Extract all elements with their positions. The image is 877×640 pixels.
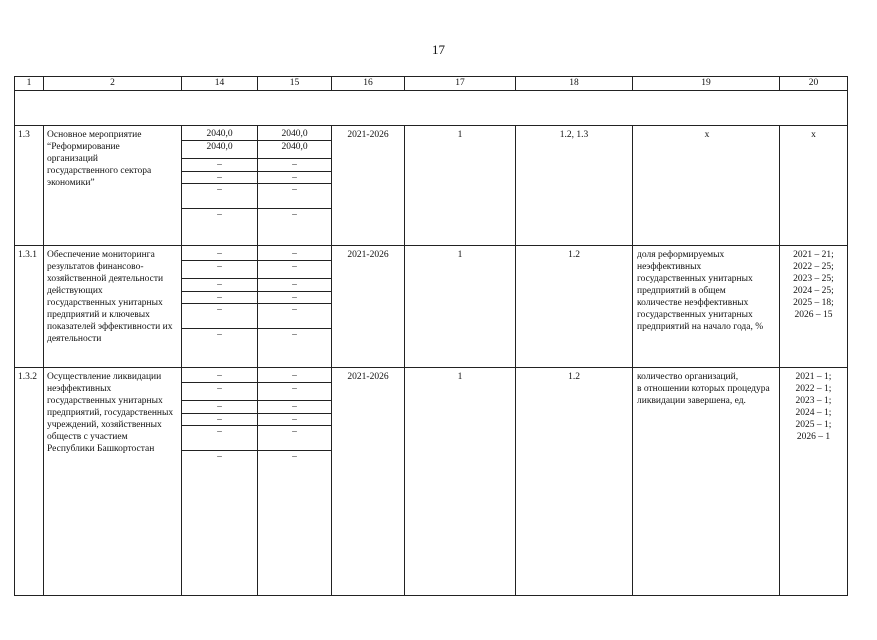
activity-name-line: неэффективных	[47, 384, 112, 394]
activity-name-line: экономики”	[47, 178, 95, 188]
activity-name-line: показателей эффективности их	[47, 322, 173, 332]
financing-rule	[258, 400, 331, 401]
activity-name	[44, 246, 182, 368]
period: 2021-2026	[332, 246, 405, 368]
task-number: 1.2	[516, 368, 633, 596]
header-col-1: 1	[15, 77, 44, 91]
financing-rule	[258, 140, 331, 141]
activity-name-line: Обеспечение мониторинга	[47, 250, 155, 260]
blank-cell	[15, 91, 848, 126]
activity-name	[44, 126, 182, 246]
header-col-2: 2	[44, 77, 182, 91]
financing-value: –	[292, 415, 297, 425]
financing-rule	[258, 278, 331, 279]
period: 2021-2026	[332, 368, 405, 596]
financing-rule	[182, 400, 257, 401]
activity-name-line: учреждений, хозяйственных	[47, 420, 162, 430]
indicator-value: 2023 – 25;	[793, 274, 834, 284]
indicator-line: государственных унитарных	[637, 310, 753, 320]
financing-value: –	[217, 305, 222, 315]
activity-name-line: организаций	[47, 154, 99, 164]
program-table	[14, 76, 848, 596]
activity-name-line: результатов финансово-	[47, 262, 144, 272]
period: 2021-2026	[332, 126, 405, 246]
financing-rule	[182, 171, 257, 172]
financing-rule	[258, 260, 331, 261]
financing-rule	[182, 303, 257, 304]
financing-value: –	[217, 160, 222, 170]
indicator-value: 2022 – 1;	[795, 384, 832, 394]
financing-rule	[258, 413, 331, 414]
financing-value: –	[217, 402, 222, 412]
indicator-line: доля реформируемых	[637, 250, 725, 260]
financing-value: –	[217, 262, 222, 272]
financing-rule	[258, 158, 331, 159]
blank-row	[15, 91, 848, 126]
activity-name-line: Республики Башкортостан	[47, 444, 155, 454]
financing-rule	[182, 140, 257, 141]
header-col-14: 14	[182, 77, 258, 91]
financing-value: 2040,0	[206, 142, 233, 152]
indicator-line: государственных унитарных	[637, 274, 753, 284]
task-number: 1.2, 1.3	[516, 126, 633, 246]
financing-rule	[258, 183, 331, 184]
indicator-name	[633, 246, 780, 368]
financing-value: –	[217, 185, 222, 195]
header-col-20: 20	[780, 77, 848, 91]
header-col-18: 18	[516, 77, 633, 91]
financing-value: –	[217, 330, 222, 340]
indicator-line: предприятий в общем	[637, 286, 726, 296]
indicator-value: 2021 – 21;	[793, 250, 834, 260]
financing-rule	[182, 382, 257, 383]
activity-name-line: государственных унитарных	[47, 396, 163, 406]
financing-col15	[258, 368, 332, 596]
financing-col15	[258, 246, 332, 368]
financing-value: –	[292, 249, 297, 259]
header-col-15: 15	[258, 77, 332, 91]
financing-rule	[182, 450, 257, 451]
activity-name-line: действующих	[47, 286, 103, 296]
financing-col14	[182, 246, 258, 368]
financing-value: –	[217, 371, 222, 381]
header-col-19: 19	[633, 77, 780, 91]
financing-rule	[258, 382, 331, 383]
indicator-value: 2023 – 1;	[795, 396, 832, 406]
goal-number: 1	[405, 368, 516, 596]
task-number: 1.2	[516, 246, 633, 368]
goal-number: 1	[405, 126, 516, 246]
indicator-value: х	[811, 130, 816, 140]
financing-rule	[182, 260, 257, 261]
activity-name-line: предприятий и ключевых	[47, 310, 150, 320]
indicator-line: в отношении которых процедура	[637, 384, 770, 394]
financing-rule	[258, 208, 331, 209]
financing-rule	[182, 208, 257, 209]
financing-value: –	[217, 427, 222, 437]
financing-value: –	[217, 280, 222, 290]
indicator-line: предприятий на начало года, %	[637, 322, 764, 332]
financing-value: –	[292, 160, 297, 170]
financing-value: –	[292, 452, 297, 462]
financing-value: –	[292, 305, 297, 315]
indicator-line: количество организаций,	[637, 372, 739, 382]
indicator-name	[633, 126, 780, 246]
financing-rule	[182, 278, 257, 279]
activity-name-line: деятельности	[47, 334, 102, 344]
financing-value: –	[292, 293, 297, 303]
goal-number: 1	[405, 246, 516, 368]
financing-value: 2040,0	[281, 142, 308, 152]
table-row	[15, 368, 848, 596]
row-number: 1.3.2	[15, 368, 44, 596]
indicator-value: 2022 – 25;	[793, 262, 834, 272]
financing-rule	[182, 183, 257, 184]
financing-rule	[258, 303, 331, 304]
indicator-value: 2026 – 15	[794, 310, 833, 320]
column-header-row	[15, 77, 848, 91]
financing-value: –	[217, 452, 222, 462]
financing-value: –	[292, 210, 297, 220]
financing-rule	[258, 291, 331, 292]
indicator-line: количестве неэффективных	[637, 298, 749, 308]
financing-value: –	[292, 402, 297, 412]
financing-value: –	[292, 262, 297, 272]
table-row	[15, 246, 848, 368]
indicator-value: 2024 – 1;	[795, 408, 832, 418]
financing-col14	[182, 368, 258, 596]
financing-value: –	[292, 280, 297, 290]
row-number: 1.3.1	[15, 246, 44, 368]
financing-value: 2040,0	[281, 129, 308, 139]
financing-value: –	[217, 173, 222, 183]
page-number: 17	[432, 42, 445, 57]
indicator-values	[780, 246, 848, 368]
indicator-values	[780, 368, 848, 596]
financing-rule	[182, 291, 257, 292]
activity-name-line: предприятий, государственных	[47, 408, 174, 418]
financing-value: –	[217, 249, 222, 259]
financing-value: –	[217, 415, 222, 425]
financing-value: –	[292, 384, 297, 394]
financing-rule	[258, 328, 331, 329]
financing-value: –	[292, 427, 297, 437]
activity-name-line: Основное мероприятие	[47, 130, 142, 140]
header-col-17: 17	[405, 77, 516, 91]
financing-value: –	[217, 293, 222, 303]
financing-col15	[258, 126, 332, 246]
financing-value: –	[292, 330, 297, 340]
financing-value: –	[292, 173, 297, 183]
activity-name-line: обществ с участием	[47, 432, 128, 442]
financing-rule	[258, 425, 331, 426]
financing-value: –	[217, 210, 222, 220]
financing-value: –	[292, 371, 297, 381]
indicator-value: 2025 – 1;	[795, 420, 832, 430]
activity-name-line: Осуществление ликвидации	[47, 372, 162, 382]
financing-rule	[258, 171, 331, 172]
activity-name-line: хозяйственной деятельности	[47, 274, 164, 284]
header-col-16: 16	[332, 77, 405, 91]
indicator-line: неэффективных	[637, 262, 702, 272]
table-row	[15, 126, 848, 246]
indicator-line: ликвидации завершена, ед.	[637, 396, 746, 406]
indicator-line: х	[704, 130, 710, 140]
row-number: 1.3	[15, 126, 44, 246]
indicator-value: 2024 – 25;	[793, 286, 834, 296]
financing-rule	[182, 158, 257, 159]
financing-value: –	[217, 384, 222, 394]
financing-value: 2040,0	[206, 129, 233, 139]
financing-rule	[258, 450, 331, 451]
activity-name-line: государственного сектора	[47, 166, 152, 176]
indicator-value: 2025 – 18;	[793, 298, 834, 308]
financing-rule	[182, 413, 257, 414]
indicator-value: 2026 – 1	[796, 432, 831, 442]
financing-col14	[182, 126, 258, 246]
financing-rule	[182, 328, 257, 329]
indicator-name	[633, 368, 780, 596]
activity-name	[44, 368, 182, 596]
indicator-value: 2021 – 1;	[795, 372, 832, 382]
financing-rule	[182, 425, 257, 426]
activity-name-line: “Реформирование	[47, 142, 120, 152]
indicator-values	[780, 126, 848, 246]
financing-value: –	[292, 185, 297, 195]
activity-name-line: государственных унитарных	[47, 298, 163, 308]
